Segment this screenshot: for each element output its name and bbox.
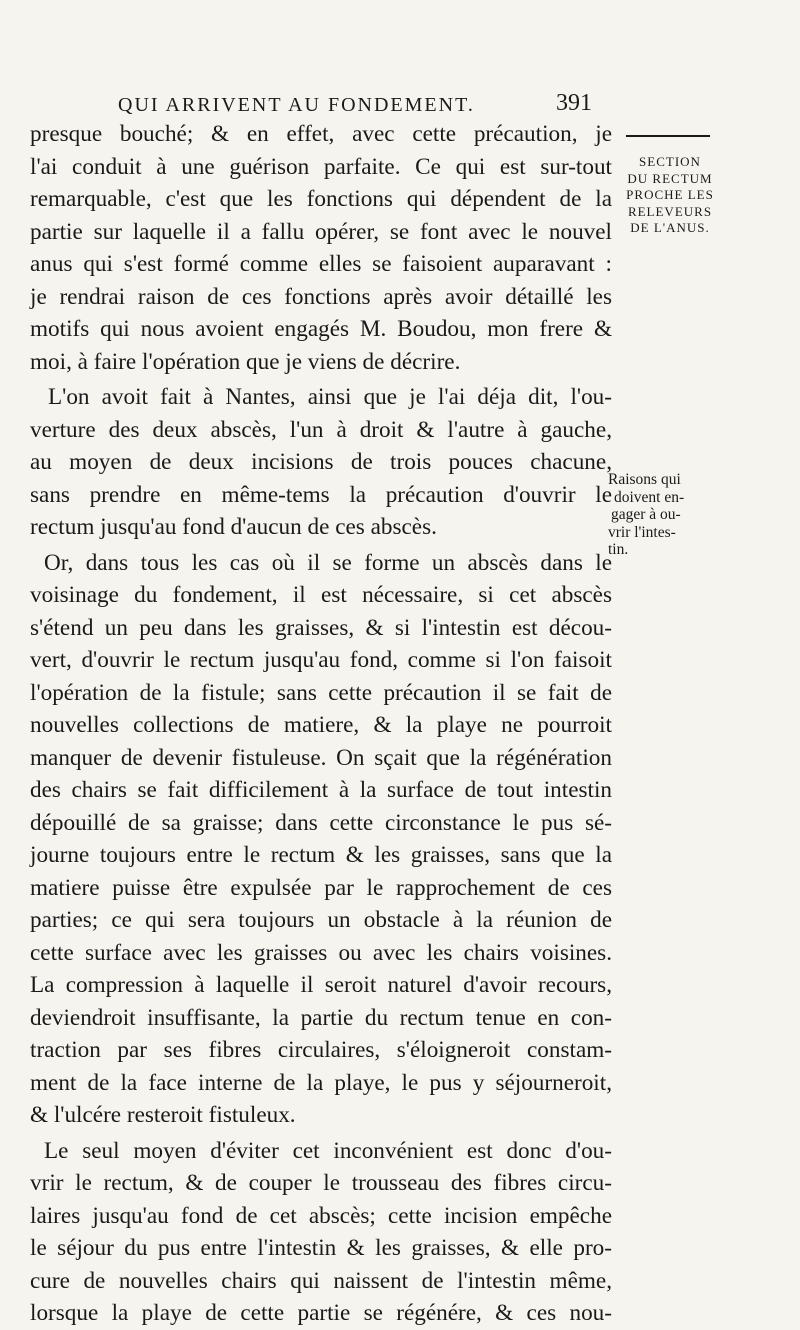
text-line: presque bouché; & en effet, avec cette précaution, je <box>30 121 612 147</box>
text-line: l'opération de la fistule; sans cette précaution il se fait de <box>30 679 612 706</box>
sidenote-line: gager à ou- <box>611 506 681 523</box>
text-line: je rendrai raison de ces fonctions après avoir détaillé les <box>30 283 612 310</box>
sidenote-line: vrir l'intes- <box>608 523 676 541</box>
text-line: l'ai conduit à une guérison parfaite. Ce qui est sur-tout <box>30 153 612 180</box>
sidenote-line: DU RECTUM <box>627 170 713 186</box>
text-line: ment de la face interne de la playe, le pus y séjourneroit, <box>30 1069 612 1096</box>
text-line: des chairs se fait difficilement à la surface de tout intestin <box>30 777 612 803</box>
text-line: moi, à faire l'opération que je viens de décrire. <box>30 348 461 375</box>
sidenote-line: SECTION <box>639 154 701 169</box>
text-line: manquer de devenir fistuleuse. On sçait que la régénération <box>30 744 612 771</box>
body-text <box>30 118 612 1330</box>
text-line: s'étend un peu dans les graisses, & si l'intestin est décou- <box>30 614 612 641</box>
text-line: lorsque la playe de cette partie se régénére, & ces nou- <box>30 1300 612 1326</box>
sidenote-line: tin. <box>608 541 629 558</box>
sidenote-line: DE L'ANUS. <box>630 220 710 235</box>
text-line: parties; ce qui sera toujours un obstacle à la réunion de <box>30 907 612 933</box>
text-line: sans prendre en même-tems la précaution d'ouvrir le <box>30 481 612 508</box>
text-line: cette surface avec les graisses ou avec les chairs voisines. <box>30 939 612 966</box>
text-line: Le seul moyen d'éviter cet inconvénient est donc d'ou- <box>44 1137 612 1164</box>
sidenote-reasons <box>608 471 704 559</box>
page-number: 391 <box>556 90 592 116</box>
text-line: & l'ulcére resteroit fistuleux. <box>30 1102 296 1128</box>
header-rule <box>626 135 710 137</box>
text-line: partie sur laquelle il a fallu opérer, se font avec le nouvel <box>30 218 612 245</box>
text-line: motifs qui nous avoient engagés M. Boudou, mon frere & <box>30 316 612 342</box>
sidenote-line: PROCHE LES <box>626 187 714 202</box>
text-line: deviendroit insuffisante, la partie du rectum tenue en con- <box>30 1004 612 1031</box>
text-line: nouvelles collections de matiere, & la playe ne pourroit <box>30 712 612 738</box>
text-line: traction par ses fibres circulaires, s'éloigneroit constam- <box>30 1037 612 1063</box>
text-line: le séjour du pus entre l'intestin & les graisses, & elle pro- <box>30 1235 612 1261</box>
text-line: Or, dans tous les cas où il se forme un abscès dans le <box>44 549 612 576</box>
text-line: remarquable, c'est que les fonctions qui dépendent de la <box>30 186 612 212</box>
text-line: laires jusqu'au fond de cet abscès; cette incision empêche <box>30 1202 612 1229</box>
text-line: au moyen de deux incisions de trois pouces chacune, <box>30 449 612 475</box>
text-line: rectum jusqu'au fond d'aucun de ces abscès. <box>30 514 437 540</box>
running-head: QUI ARRIVENT AU FONDEMENT. <box>118 94 475 116</box>
text-line: dépouillé de sa graisse; dans cette circonstance le pus sé- <box>30 809 612 836</box>
text-line: journe toujours entre le rectum & les graisses, sans que la <box>30 842 612 868</box>
text-line: L'on avoit fait à Nantes, ainsi que je l'ai déja dit, l'ou- <box>48 384 612 410</box>
text-line: La compression à laquelle il seroit naturel d'avoir recours, <box>30 972 612 998</box>
text-line: anus qui s'est formé comme elles se faisoient auparavant : <box>30 251 612 277</box>
sidenote-line: RELEVEURS <box>627 203 713 219</box>
text-line: matiere puisse être expulsée par le rapprochement de ces <box>30 874 612 901</box>
text-line: cure de nouvelles chairs qui naissent de l'intestin même, <box>30 1267 612 1294</box>
sidenote-line: doivent en- <box>614 488 685 506</box>
text-line: verture des deux abscès, l'un à droit & l'autre à gauche, <box>30 416 612 443</box>
text-line: voisinage du fondement, il est nécessaire, si cet abscès <box>30 582 612 608</box>
text-line: vert, d'ouvrir le rectum jusqu'au fond, comme si l'on faisoit <box>30 647 612 673</box>
sidenote-section <box>622 154 718 237</box>
text-line: vrir le rectum, & de couper le trousseau des fibres circu- <box>30 1170 612 1196</box>
sidenote-line: Raisons qui <box>608 471 681 488</box>
